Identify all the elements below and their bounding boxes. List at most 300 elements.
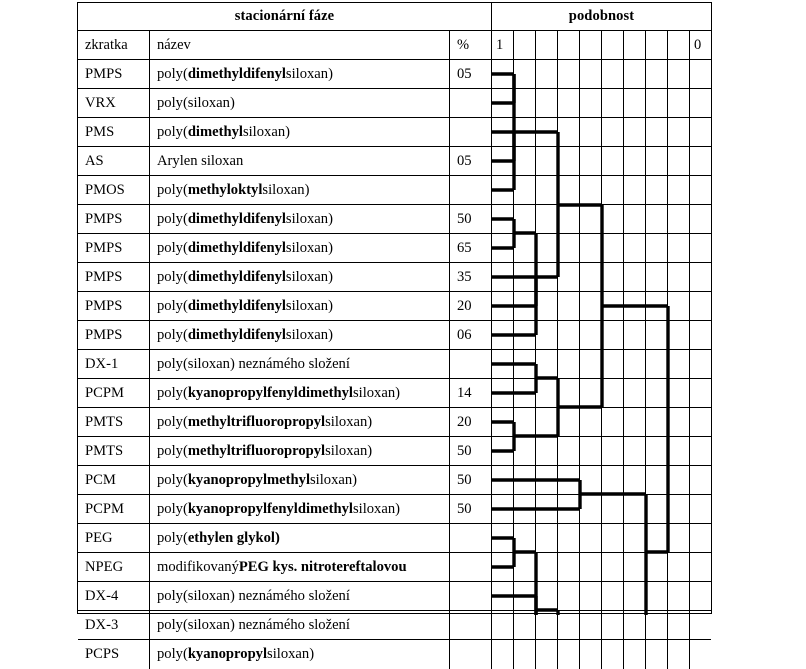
dendrogram-grid-cell [602,466,624,494]
dendrogram-grid-cell [602,234,624,262]
dendrogram-grid-cell [536,379,558,407]
dendrogram-grid-cell [646,205,668,233]
cell-percent [450,582,492,610]
dendrogram-grid-cell [690,408,712,436]
dendrogram-grid-cell [536,234,558,262]
name-prefix: poly( [157,384,188,401]
dendrogram-grid-cell [558,379,580,407]
dendrogram-grid-cell [690,379,712,407]
dendrogram-grid-cell [668,350,690,378]
dendrogram-grid-cell [690,611,712,639]
dendrogram-grid-cell [492,379,514,407]
name-prefix: poly(siloxan) [157,94,235,111]
table-row [78,147,711,176]
name-emphasis: methyltrifluoropropyl [187,442,326,459]
dendrogram-grid-cell [646,176,668,204]
cell-name [150,176,450,204]
dendrogram-grid-cell [536,147,558,175]
dendrogram-grid-cell [690,524,712,552]
cell-name [150,640,450,669]
name-prefix: poly( [157,297,188,314]
dendrogram-grid-cell [580,60,602,88]
dendrogram-grid-cell [558,176,580,204]
dendrogram-grid-cell [492,640,514,669]
dendrogram-grid-cell [646,611,668,639]
dendrogram-grid-cell [536,408,558,436]
table-header-columns [78,31,711,60]
cell-abbreviation: PCPM [78,495,150,523]
dendrogram-grid-cell [558,234,580,262]
dendrogram-grid-cell [602,176,624,204]
dendrogram-grid-cell [646,292,668,320]
dendrogram-grid-cell [690,350,712,378]
dendrogram-grid-cell [690,437,712,465]
dendrogram-grid-cell [646,640,668,669]
dendrogram-grid-cell [536,611,558,639]
dendrogram-grid-cell [536,205,558,233]
dendrogram-grid-cell [602,89,624,117]
table-row [78,640,711,669]
name-emphasis: PEG kys. nitrotereftalovou [238,558,407,575]
dendrogram-grid-cell [624,408,646,436]
dendrogram-grid-cell [668,640,690,669]
cell-name [150,60,450,88]
dendrogram-grid-cell [602,582,624,610]
cell-abbreviation: PEG [78,524,150,552]
dendrogram-grid-cell [668,495,690,523]
dendrogram-grid-cell [536,437,558,465]
cell-name [150,118,450,146]
table-row [78,321,711,350]
dendrogram-grid-cell [690,292,712,320]
dendrogram-grid-cell [492,60,514,88]
name-suffix: siloxan) [285,268,333,285]
dendrogram-grid-cell [624,118,646,146]
name-suffix: siloxan) [267,646,315,662]
header-group-similarity: podobnost [568,8,635,24]
dendrogram-grid-cell [492,263,514,291]
dendrogram-grid-cell [580,379,602,407]
dendrogram-grid-cell [690,89,712,117]
dendrogram-grid-cell [668,379,690,407]
dendrogram-grid-cell [492,205,514,233]
name-emphasis: kyanopropylfenyldimethyl [187,384,353,401]
dendrogram-grid-cell [690,234,712,262]
table-row [78,263,711,292]
cell-abbreviation: PCPS [78,640,150,669]
dendrogram-grid-cell [624,379,646,407]
dendrogram-grid-cell [602,263,624,291]
dendrogram-grid-cell [514,466,536,494]
cell-name [150,611,450,639]
cell-abbreviation: PMPS [78,60,150,88]
dendrogram-grid-cell [580,350,602,378]
dendrogram-grid-cell [646,408,668,436]
dendrogram-grid-cell [602,495,624,523]
dendrogram-grid-cell [690,147,712,175]
dendrogram-grid-cell [514,379,536,407]
similarity-scale-cell-6 [624,31,646,59]
cell-name [150,379,450,407]
dendrogram-grid-cell [624,437,646,465]
cell-name [150,553,450,581]
dendrogram-grid-cell [536,89,558,117]
dendrogram-grid-cell [668,437,690,465]
dendrogram-grid-cell [514,408,536,436]
cell-percent: 05 [450,147,492,175]
similarity-scale-cell-0: 1 [492,31,514,59]
dendrogram-grid-cell [514,118,536,146]
similarity-scale-cell-2 [536,31,558,59]
name-prefix: poly( [157,442,188,459]
cell-abbreviation: PMPS [78,205,150,233]
dendrogram-grid-cell [492,234,514,262]
dendrogram-grid-cell [492,466,514,494]
dendrogram-grid-cell [580,495,602,523]
cell-percent: 05 [450,60,492,88]
similarity-scale-cell-8 [668,31,690,59]
table-header-groups [78,3,711,31]
dendrogram-grid-cell [602,118,624,146]
cell-name [150,350,450,378]
dendrogram-grid-cell [558,408,580,436]
cell-percent [450,350,492,378]
cell-name [150,408,450,436]
cell-abbreviation: PCM [78,466,150,494]
name-emphasis: kyanopropyl [187,646,268,662]
name-prefix: Arylen siloxan [157,152,244,169]
dendrogram-grid-cell [492,611,514,639]
name-emphasis: dimethyldifenyl [187,326,286,343]
dendrogram-grid-cell [624,234,646,262]
dendrogram-grid-cell [690,553,712,581]
dendrogram-grid-cell [536,60,558,88]
dendrogram-grid-cell [602,640,624,669]
cell-percent [450,176,492,204]
name-suffix: siloxan) [352,384,400,401]
dendrogram-grid-cell [580,147,602,175]
cell-abbreviation: PMPS [78,263,150,291]
dendrogram-grid-cell [492,321,514,349]
dendrogram-grid-cell [646,524,668,552]
name-prefix: poly( [157,210,188,227]
table-row [78,379,711,408]
cell-percent: 14 [450,379,492,407]
cell-abbreviation: PMPS [78,234,150,262]
name-emphasis: dimethyl [187,123,243,140]
dendrogram-grid-cell [580,176,602,204]
name-prefix: poly( [157,413,188,430]
dendrogram-grid-cell [514,640,536,669]
dendrogram-grid-cell [690,205,712,233]
table-row [78,553,711,582]
dendrogram-grid-cell [602,321,624,349]
dendrogram-grid-cell [668,466,690,494]
name-prefix: poly( [157,500,188,517]
dendrogram-grid-cell [536,118,558,146]
dendrogram-grid-cell [668,176,690,204]
cell-abbreviation: DX-4 [78,582,150,610]
dendrogram-grid-cell [558,466,580,494]
dendrogram-grid-cell [514,176,536,204]
dendrogram-grid-cell [646,379,668,407]
similarity-scale-cell-1 [514,31,536,59]
cell-abbreviation: PMS [78,118,150,146]
table-row [78,60,711,89]
table-row [78,234,711,263]
cell-percent: 50 [450,437,492,465]
name-prefix: poly( [157,65,188,82]
dendrogram-grid-cell [558,524,580,552]
dendrogram-grid-cell [536,176,558,204]
cell-percent [450,89,492,117]
dendrogram-grid-cell [602,292,624,320]
dendrogram-grid-cell [536,582,558,610]
dendrogram-grid-cell [492,553,514,581]
dendrogram-grid-cell [690,466,712,494]
name-prefix: poly( [157,471,188,488]
dendrogram-grid-cell [536,321,558,349]
dendrogram-grid-cell [690,60,712,88]
dendrogram-grid-cell [558,582,580,610]
cell-percent: 50 [450,205,492,233]
dendrogram-grid-cell [646,466,668,494]
table-row [78,118,711,147]
cell-abbreviation: PMPS [78,292,150,320]
dendrogram-grid-cell [602,205,624,233]
dendrogram-grid-cell [492,495,514,523]
name-suffix: siloxan) [285,297,333,314]
dendrogram-grid-cell [580,524,602,552]
cell-percent [450,611,492,639]
dendrogram-grid-cell [536,292,558,320]
dendrogram-grid-cell [668,205,690,233]
dendrogram-grid-cell [690,118,712,146]
dendrogram-grid-cell [514,263,536,291]
dendrogram-grid-cell [514,234,536,262]
dendrogram-grid-cell [602,408,624,436]
dendrogram-grid-cell [558,263,580,291]
dendrogram-grid-cell [492,350,514,378]
dendrogram-grid-cell [624,176,646,204]
dendrogram-grid-cell [514,292,536,320]
name-suffix: siloxan) [325,442,373,459]
dendrogram-grid-cell [690,176,712,204]
dendrogram-grid-cell [624,263,646,291]
cell-abbreviation: PMOS [78,176,150,204]
dendrogram-grid-cell [536,495,558,523]
dendrogram-grid-cell [580,234,602,262]
dendrogram-grid-cell [514,553,536,581]
dendrogram-grid-cell [668,118,690,146]
cell-abbreviation: NPEG [78,553,150,581]
dendrogram-grid-cell [668,147,690,175]
dendrogram-grid-cell [536,263,558,291]
dendrogram-grid-cell [580,118,602,146]
dendrogram-grid-cell [602,611,624,639]
cell-abbreviation: PMTS [78,437,150,465]
dendrogram-grid-cell [602,553,624,581]
cell-percent: 35 [450,263,492,291]
similarity-scale-cell-9: 0 [694,36,702,53]
dendrogram-grid-cell [514,611,536,639]
cell-percent: 50 [450,495,492,523]
dendrogram-grid-cell [668,582,690,610]
dendrogram-grid-cell [558,437,580,465]
header-group-stationary-phase: stacionární fáze [78,3,492,30]
dendrogram-grid-cell [514,495,536,523]
dendrogram-grid-cell [624,205,646,233]
cell-percent [450,553,492,581]
dendrogram-grid-cell [580,205,602,233]
dendrogram-grid-cell [624,147,646,175]
dendrogram-grid-cell [624,524,646,552]
name-prefix: poly(siloxan) neznámého složení [157,355,350,372]
similarity-scale-cell-5 [602,31,624,59]
column-header-name: název [150,31,450,59]
dendrogram-grid-cell [492,118,514,146]
dendrogram-grid-cell [558,118,580,146]
similarity-scale-cell-4 [580,31,602,59]
name-suffix: siloxan) [310,471,358,488]
cell-name [150,437,450,465]
dendrogram-grid-cell [690,495,712,523]
dendrogram-grid-cell [580,263,602,291]
dendrogram-grid-cell [580,321,602,349]
dendrogram-grid-cell [580,582,602,610]
cell-name [150,524,450,552]
table-row [78,524,711,553]
similarity-scale-cell-3 [558,31,580,59]
dendrogram-grid-cell [668,611,690,639]
cell-abbreviation: DX-3 [78,611,150,639]
dendrogram-grid-cell [668,60,690,88]
dendrogram-grid-cell [558,147,580,175]
dendrogram-grid-cell [558,350,580,378]
name-emphasis: dimethyldifenyl [187,239,286,256]
dendrogram-grid-cell [558,495,580,523]
dendrogram-grid-cell [492,437,514,465]
column-header-abbreviation: zkratka [78,31,150,59]
cell-abbreviation: AS [78,147,150,175]
dendrogram-grid-cell [492,176,514,204]
name-suffix: siloxan) [285,210,333,227]
dendrogram-grid-cell [580,292,602,320]
dendrogram-grid-cell [492,408,514,436]
table-row [78,292,711,321]
dendrogram-grid-cell [624,466,646,494]
dendrogram-grid-cell [668,89,690,117]
dendrogram-grid-cell [690,321,712,349]
cell-percent: 65 [450,234,492,262]
name-prefix: poly(siloxan) neznámého složení [157,616,350,633]
name-suffix: siloxan) [285,239,333,256]
dendrogram-grid-cell [690,640,712,669]
dendrogram-grid-cell [558,321,580,349]
dendrogram-grid-cell [580,611,602,639]
dendrogram-grid-cell [690,582,712,610]
dendrogram-grid-cell [602,379,624,407]
dendrogram-grid-cell [514,350,536,378]
dendrogram-grid-cell [646,553,668,581]
table-row [78,611,711,640]
dendrogram-grid-cell [668,408,690,436]
cell-percent [450,118,492,146]
cell-abbreviation: VRX [78,89,150,117]
cell-name [150,321,450,349]
cell-name [150,466,450,494]
dendrogram-grid-cell [624,582,646,610]
dendrogram-grid-cell [514,524,536,552]
dendrogram-grid-cell [580,437,602,465]
name-emphasis: ethylen glykol) [187,529,280,546]
name-prefix: poly( [157,326,188,343]
dendrogram-grid-cell [514,582,536,610]
dendrogram-grid-cell [646,89,668,117]
cell-abbreviation: PMTS [78,408,150,436]
dendrogram-grid-cell [646,437,668,465]
dendrogram-grid-cell [558,292,580,320]
cell-percent [450,640,492,669]
cell-abbreviation: PCPM [78,379,150,407]
dendrogram-grid-cell [492,292,514,320]
column-header-percent: % [450,31,492,59]
name-suffix: siloxan) [325,413,373,430]
dendrogram-grid-cell [624,611,646,639]
dendrogram-grid-cell [514,321,536,349]
dendrogram-grid-cell [668,263,690,291]
cell-abbreviation: PMPS [78,321,150,349]
name-suffix: siloxan) [285,326,333,343]
dendrogram-grid-cell [646,147,668,175]
dendrogram-grid-cell [558,60,580,88]
name-prefix: poly( [157,646,188,662]
dendrogram-grid-cell [602,350,624,378]
dendrogram-grid-cell [558,553,580,581]
dendrogram-grid-cell [492,147,514,175]
dendrogram-grid-cell [580,553,602,581]
name-emphasis: dimethyldifenyl [187,297,286,314]
name-prefix: poly( [157,123,188,140]
cell-percent [450,524,492,552]
dendrogram-grid-cell [536,640,558,669]
dendrogram-grid-cell [492,524,514,552]
cell-percent: 20 [450,408,492,436]
dendrogram-grid-cell [580,640,602,669]
cell-name [150,234,450,262]
dendrogram-grid-cell [602,437,624,465]
dendrogram-grid-cell [646,118,668,146]
dendrogram-grid-cell [624,350,646,378]
dendrogram-grid-cell [624,553,646,581]
name-emphasis: methyloktyl [187,181,263,198]
dendrogram-grid-cell [668,321,690,349]
dendrogram-grid-cell [558,611,580,639]
similarity-table [77,2,712,662]
table-row [78,89,711,118]
dendrogram-grid-cell [514,147,536,175]
dendrogram-grid-cell [536,524,558,552]
dendrogram-grid-cell [624,321,646,349]
dendrogram-grid-cell [646,495,668,523]
dendrogram-grid-cell [690,263,712,291]
name-emphasis: dimethyldifenyl [187,65,286,82]
dendrogram-grid-cell [624,60,646,88]
cell-percent: 50 [450,466,492,494]
dendrogram-grid-cell [558,205,580,233]
cell-name [150,205,450,233]
name-emphasis: kyanopropylmethyl [187,471,310,488]
